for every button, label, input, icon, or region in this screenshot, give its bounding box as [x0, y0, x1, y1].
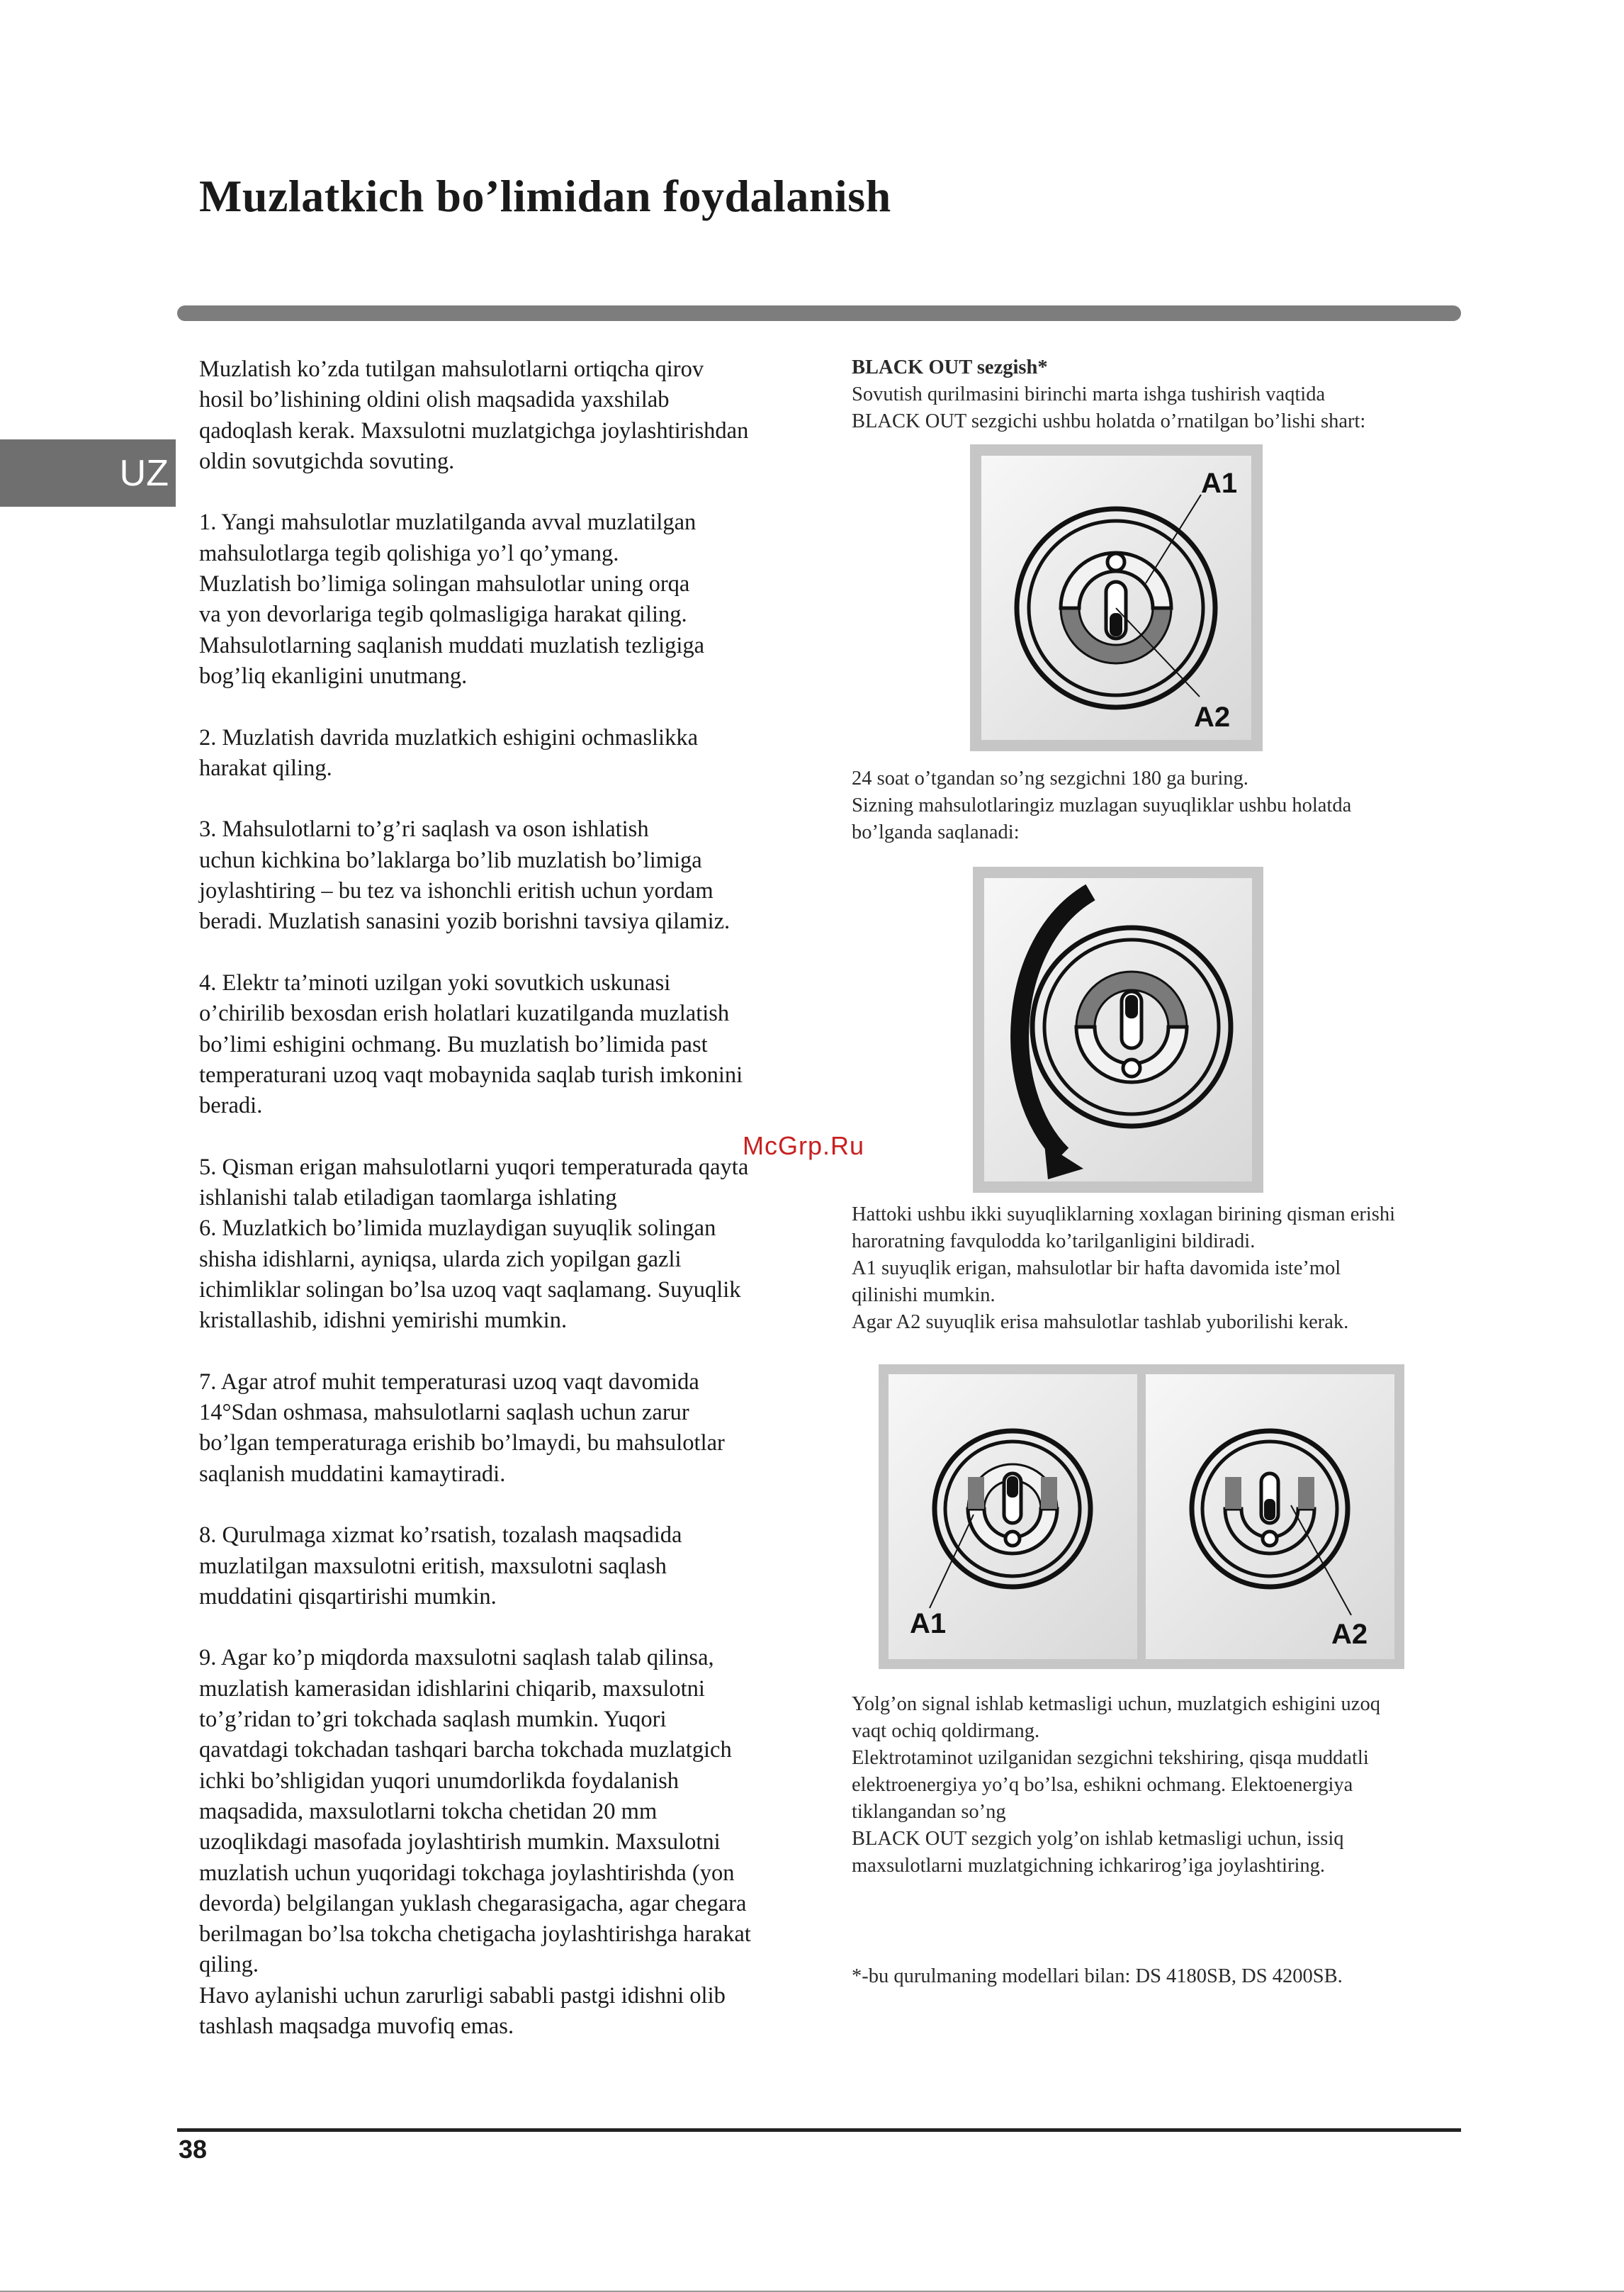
indicator-a1-thawed-illustration: [889, 1374, 1137, 1659]
watermark: McGrp.Ru: [743, 1131, 865, 1160]
indicator-figure-rotated: [973, 867, 1263, 1193]
indicator-a2-thawed-illustration: [1146, 1374, 1394, 1659]
indicator-initial-illustration: [981, 456, 1251, 740]
paragraph-1: 1. Yangi mahsulotlar muzlatilganda avval muzlatilgan mahsulotlarga tegib qolishiga yo’l qo’ymang. Muzlatish bo’limiga solingan mahsulotlar uning orqa va yon devorlariga tegib qolmasligiga harakat qiling. Mahsulotlarning saqlanish muddati muzlatish tezligiga bog’liq ekanligini unutmang.: [199, 510, 705, 689]
blackout-heading: BLACK OUT sezgish*: [852, 356, 1048, 378]
page-title: Muzlatkich bo’limidan foydalanish: [199, 171, 891, 221]
blackout-intro-text: Sovutish qurilmasini birinchi marta ishga tushirish vaqtida BLACK OUT sezgichi ushbu holatda o’rnatilgan bo’lishi shart:: [852, 383, 1366, 432]
blackout-intro: [852, 354, 1489, 435]
model-footnote: *-bu qurulmaning modellari bilan: DS 4180SB, DS 4200SB.: [852, 1965, 1343, 1987]
label-a2: A2: [1194, 702, 1231, 733]
false-alarm-advice: Yolg’on signal ishlab ketmasligi uchun, muzlatgich eshigini uzoq vaqt ochiq qoldirmang. Elektrotaminot uzilganidan sezgichni tekshiring, qisqa muddatli elektroenergiya yo’q bo’lsa, eshikni ochmang. Elektoenergiya tiklangandan so’ng BLACK OUT sezgich yolg’on ishlab ketmasligi uchun, issiq maxsulotlarni muzlatgichning ichkarirog’iga joylashtiring.: [852, 1693, 1380, 1877]
label-a1: A1: [1201, 468, 1238, 499]
header-rule: [177, 305, 1461, 321]
intro-paragraph: Muzlatish ko’zda tutilgan mahsulotlarni ortiqcha qirov hosil bo’lishining oldini olish maqsadida yaxshilab qadoqlash kerak. Maxsulotni muzlatgichga joylashtirishdan oldin sovutgichda sovuting.: [199, 356, 749, 474]
paragraph-5-6: 5. Qisman erigan mahsulotlarni yuqori temperaturada qayta ishlanishi talab etiladigan taomlarga ishlating 6. Muzlatkich bo’limida muzlaydigan suyuqlik solingan shisha idishlarni, ayniqsa, ularda zich yopilgan gazli ichimliklar solingan bo’lsa uzoq vaqt saqlamang. Suyuqlik kristallashib, idishni yemirishi mumkin.: [199, 1154, 749, 1334]
label-a1-thawed: A1: [910, 1608, 947, 1639]
indicator-figure-initial: [970, 444, 1263, 751]
page-number: 38: [179, 2135, 208, 2164]
rotate-instruction: 24 soat o’tgandan so’ng sezgichni 180 ga buring. Sizning mahsulotlaringiz muzlagan suyuqliklar ushbu holatda bo’lganda saqlanadi:: [852, 768, 1352, 843]
thaw-explanation: Hattoki ushbu ikki suyuqliklarning xoxlagan birining qisman erishi haroratning favqulodda ko’tarilganligini bildiradi. A1 suyuqlik erigan, mahsulotlar bir hafta davomida iste’mol qilinishi mumkin. Agar A2 suyuqlik erisa mahsulotlar tashlab yuborilishi kerak.: [852, 1203, 1396, 1333]
paragraph-7: 7. Agar atrof muhit temperaturasi uzoq vaqt davomida 14°Sdan oshmasa, mahsulotlarni saqlash uchun zarur bo’lgan temperaturaga erishib bo’lmaydi, bu mahsulotlar saqlanish muddatini kamaytiradi.: [199, 1369, 725, 1487]
label-a2-thawed: A2: [1331, 1619, 1368, 1650]
paragraph-4: 4. Elektr ta’minoti uzilgan yoki sovutkich uskunasi o’chirilib bexosdan erish holatlari kuzatilganda muzlatish bo’limi eshigini ochmang. Bu muzlatish bo’limida past temperaturani uzoq vaqt mobaynida saqlab turish imkonini beradi.: [199, 970, 743, 1119]
left-column: [199, 354, 823, 2073]
language-tab: UZ: [0, 439, 176, 507]
indicator-figure-comparison: [879, 1364, 1404, 1669]
paragraph-2: 2. Muzlatish davrida muzlatkich eshigini ochmaslikka harakat qiling.: [199, 724, 699, 781]
footer-rule: [177, 2128, 1461, 2132]
paragraph-9: 9. Agar ko’p miqdorda maxsulotni saqlash talab qilinsa, muzlatish kamerasidan idishlarini chiqarib, maxsulotni to’g’ridan to’gri tokchada saqlash mumkin. Yuqori qavatdagi tokchadan tashqari barcha tokchada muzlatgich ichki bo’shligidan yuqori unumdorlikda foydalanish maqsadida, maxsulotlarni tokcha chetidan 20 mm uzoqlikdagi masofada joylashtirish mumkin. Maxsulotni muzlatish uchun yuqoridagi tokchaga joylashtirishda (yon devorda) belgilangan yuklash chegarasigacha, agar chegara berilmagan bo’lsa tokcha chetigacha joylashtirishga harakat qiling. Havo aylanishi uchun zarurligi sababli pastgi idishni olib tashlash maqsadga muvofiq emas.: [199, 1645, 751, 2040]
indicator-rotated-illustration: [984, 878, 1252, 1181]
paragraph-8: 8. Qurulmaga xizmat ko’rsatish, tozalash maqsadida muzlatilgan maxsulotni eritish, maxsulotni saqlash muddatini qisqartirishi mumkin.: [199, 1522, 682, 1610]
paragraph-3: 3. Mahsulotlarni to’g’ri saqlash va oson ishlatish uchun kichkina bo’laklarga bo’lib muzlatish bo’limiga joylashtiring – bu tez va ishonchli eritish uchun yordam beradi. Muzlatish sanasini yozib borishni tavsiya qilamiz.: [199, 816, 731, 935]
